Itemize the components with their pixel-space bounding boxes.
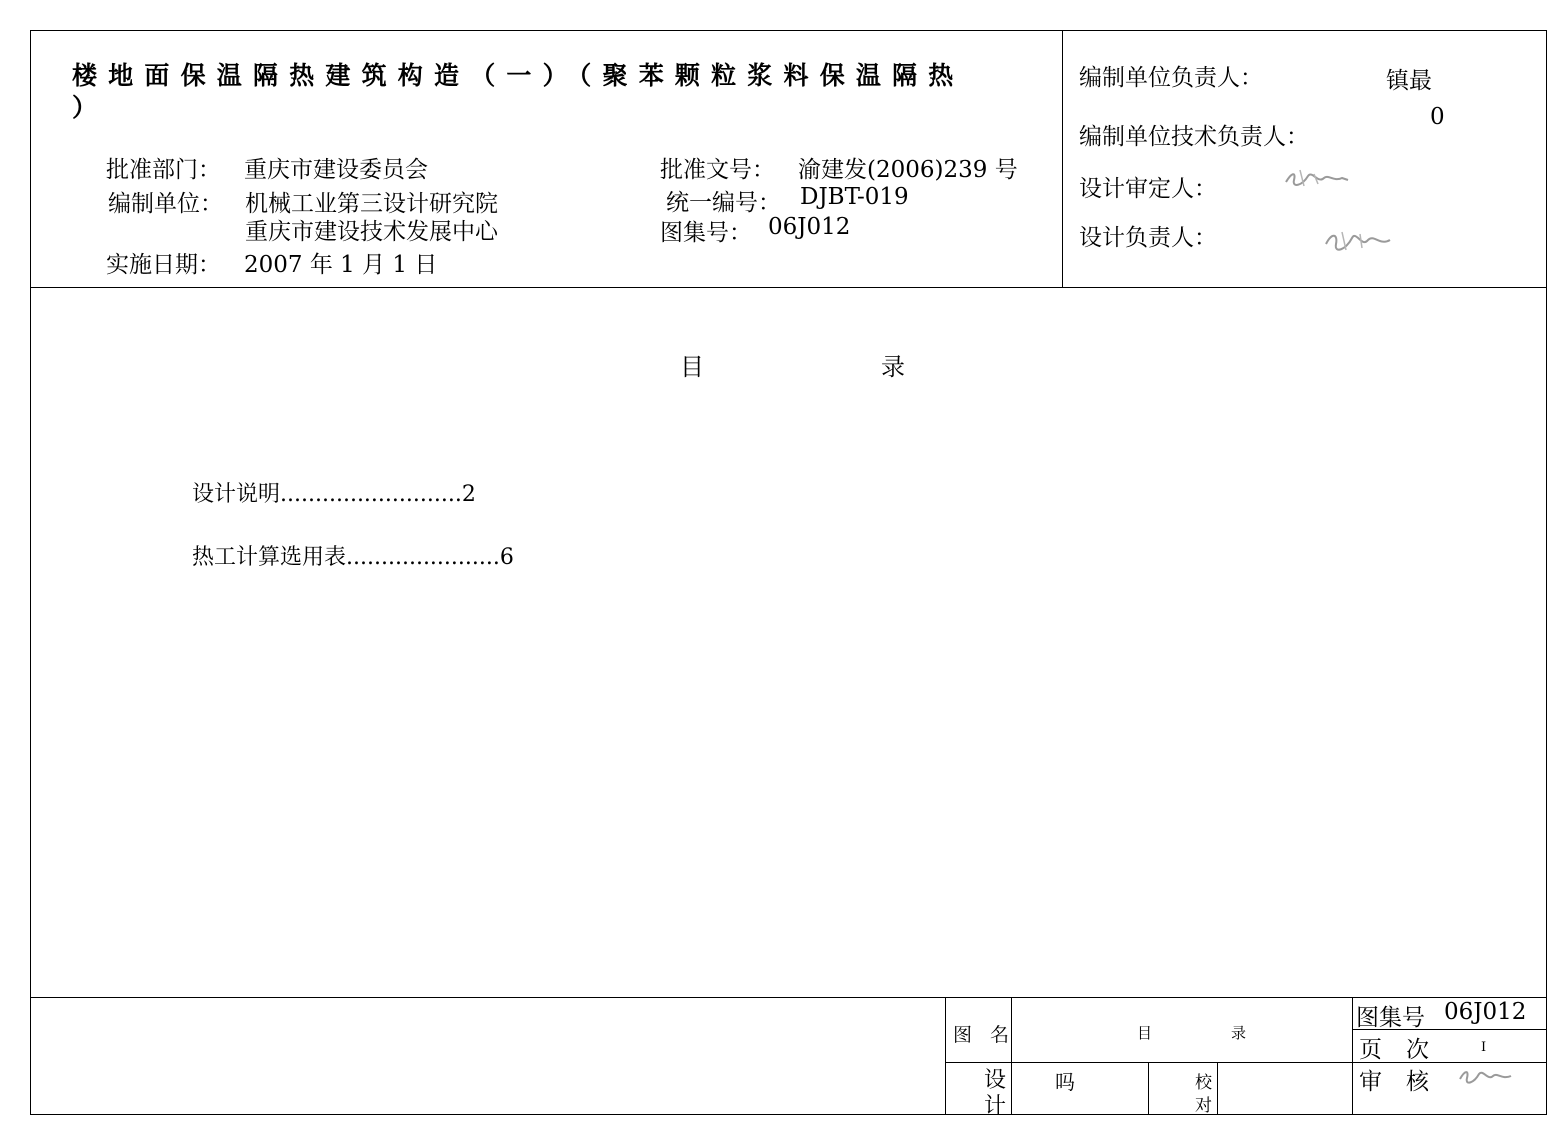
drawing-name-2: 录 [1231, 1024, 1247, 1042]
atlas-no-label: 图集号： [660, 220, 752, 246]
toc-item-page: 6 [499, 545, 514, 570]
approval-dept: 重庆市建设委员会 [244, 157, 428, 183]
title-block-col-2 [1011, 997, 1012, 1115]
approval-dept-label: 批准部门： [106, 157, 221, 183]
design-approver-label: 设计审定人： [1079, 176, 1217, 202]
tech-head-value: 0 [1430, 104, 1445, 130]
effective-date: 2007 年 1 月 1 日 [244, 252, 438, 278]
review-label-2: 核 [1406, 1069, 1429, 1095]
toc-item-label: 热工计算选用表 [192, 545, 347, 570]
design-label-2: 计 [984, 1094, 1007, 1119]
drawing-name-1: 目 [1137, 1024, 1153, 1042]
title-block-col-3 [1352, 997, 1353, 1115]
toc-heading-right: 录 [881, 353, 905, 381]
unit-head-value: 镇最 [1386, 68, 1432, 94]
drawing-name-label-2: 名 [990, 1024, 1010, 1046]
page-label-1: 页 [1359, 1037, 1382, 1063]
document-title: 楼地面保温隔热建筑构造（一）（聚苯颗粒浆料保温隔热 [72, 61, 965, 90]
unified-no-label: 统一编号： [666, 190, 781, 216]
toc-item[interactable] [192, 540, 514, 571]
atlas-no-label-block: 图集号 [1356, 1005, 1425, 1031]
toc-item[interactable] [192, 477, 476, 508]
compiler-label: 编制单位： [108, 191, 223, 217]
document-title-continued: ） [72, 93, 98, 122]
title-block-col-5 [1217, 1062, 1218, 1115]
title-block-top-line [30, 997, 1547, 998]
tech-head-label: 编制单位技术负责人： [1079, 124, 1309, 150]
design-approver-signature [1282, 166, 1352, 190]
toc-heading-left: 目 [680, 353, 704, 381]
title-block-col-1 [945, 997, 946, 1115]
approval-doc: 渝建发(2006)239 号 [798, 157, 1018, 183]
approval-doc-label: 批准文号： [660, 157, 775, 183]
toc-item-label: 设计说明 [192, 482, 281, 507]
design-lead-signature [1322, 226, 1394, 254]
toc-item-leader: .......................... [280, 482, 462, 507]
design-label-1: 设 [984, 1068, 1007, 1093]
title-block-col-4 [1148, 1062, 1149, 1115]
atlas-no-block: 06J012 [1444, 999, 1527, 1025]
design-lead-label: 设计负责人： [1079, 225, 1217, 251]
review-label-1: 审 [1359, 1069, 1382, 1095]
unit-head-label: 编制单位负责人： [1079, 65, 1263, 91]
header-column-divider [1062, 30, 1063, 287]
check-label-1: 校 [1195, 1073, 1212, 1093]
header-divider [30, 287, 1547, 288]
drawing-name-label-1: 图 [953, 1024, 973, 1046]
title-block-row-2 [945, 1062, 1547, 1063]
designer-name: 吗 [1055, 1070, 1075, 1094]
toc-item-leader: ...................... [346, 545, 500, 570]
atlas-no: 06J012 [768, 214, 851, 240]
reviewer-signature [1456, 1065, 1516, 1087]
toc-item-page: 2 [461, 482, 476, 507]
page-label-2: 次 [1406, 1037, 1429, 1063]
compiler-1: 机械工业第三设计研究院 [245, 191, 498, 217]
effective-date-label: 实施日期： [106, 252, 221, 278]
check-label-2: 对 [1195, 1096, 1212, 1116]
page-value: I [1481, 1040, 1487, 1055]
compiler-2: 重庆市建设技术发展中心 [245, 219, 498, 245]
unified-no: DJBT-019 [800, 184, 909, 210]
